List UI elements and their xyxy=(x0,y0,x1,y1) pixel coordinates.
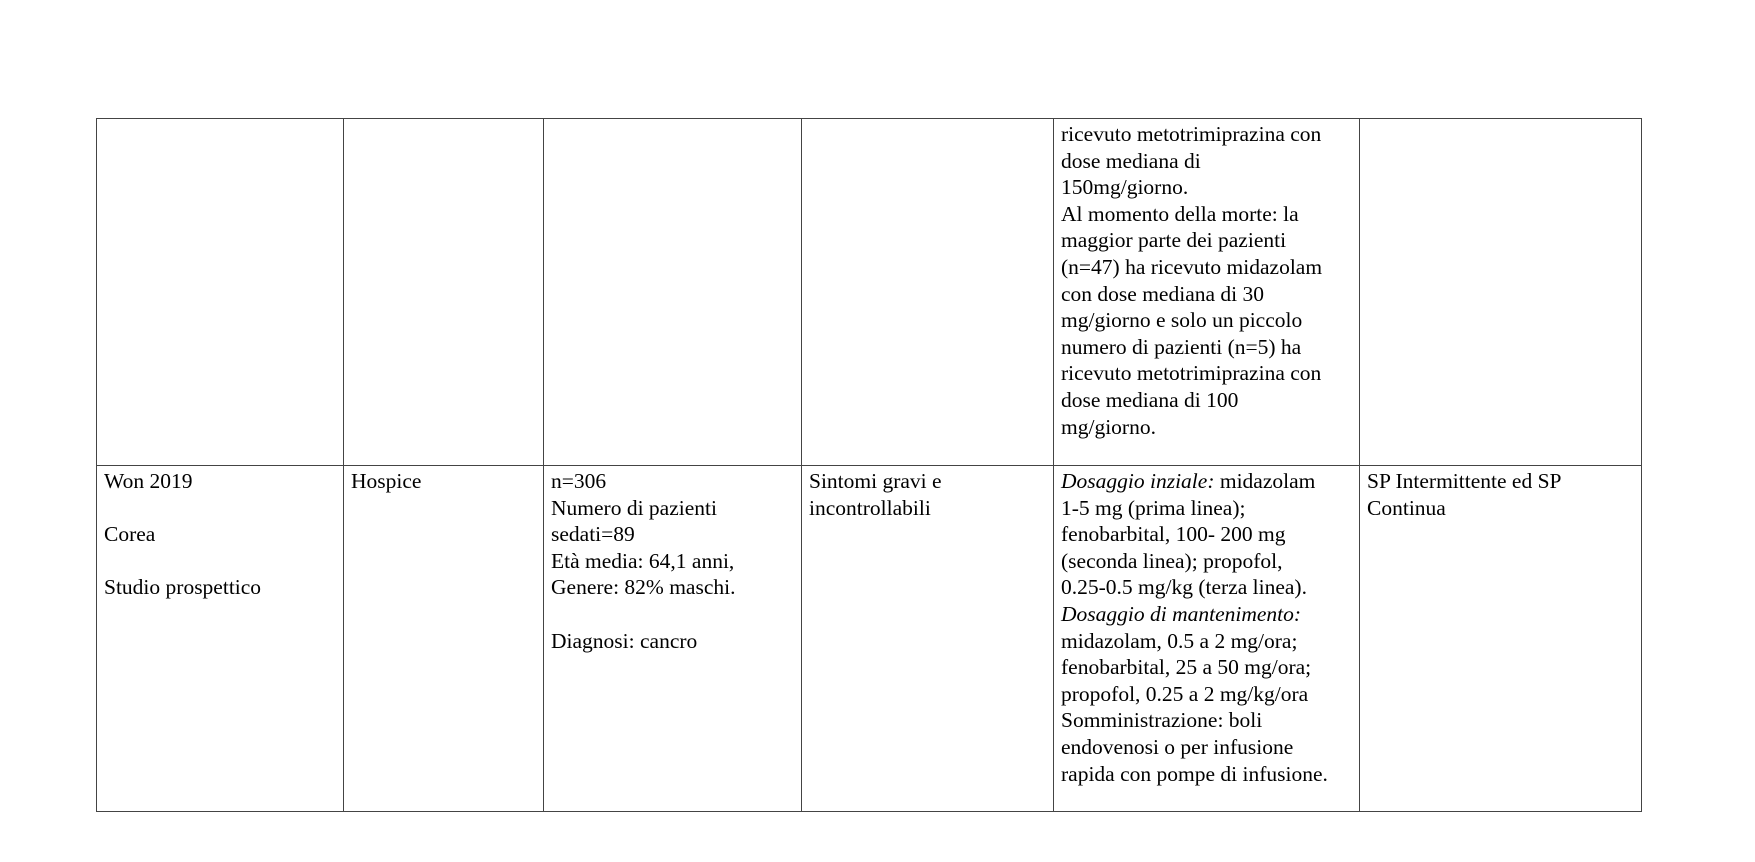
dosage-maintenance-line: Somministrazione: boli xyxy=(1061,708,1263,733)
dosage-continued-line: Al momento della morte: la xyxy=(1061,201,1299,226)
cell-dosage xyxy=(1054,466,1360,812)
study-design: Studio prospettico xyxy=(104,575,262,600)
cell-population xyxy=(544,466,802,812)
cell-dosage-continuation xyxy=(1054,119,1360,466)
dosage-initial-line: 1-5 mg (prima linea); xyxy=(1061,495,1246,520)
study-country: Corea xyxy=(104,522,156,547)
indication-line: Sintomi gravi e xyxy=(809,469,942,493)
dosage-continued-line: 150mg/giorno. xyxy=(1061,175,1189,200)
dosage-continued-line: con dose mediana di 30 xyxy=(1061,281,1265,306)
cell-population-empty xyxy=(544,119,802,466)
sedation-type-line: Continua xyxy=(1367,495,1446,520)
dosage-maintenance-line: propofol, 0.25 a 2 mg/kg/ora xyxy=(1061,681,1309,706)
dosage-initial-label: Dosaggio inziale: xyxy=(1061,469,1215,493)
dosage-continued-line: mg/giorno. xyxy=(1061,414,1156,439)
dosage-initial-line xyxy=(1061,468,1352,495)
cell-setting xyxy=(344,466,544,812)
dosage-initial-text: midazolam xyxy=(1214,469,1316,493)
indication-line: incontrollabili xyxy=(809,495,931,520)
dosage-continued-line: dose mediana di xyxy=(1061,148,1201,173)
cell-setting-empty xyxy=(344,119,544,466)
table-row-continuation xyxy=(97,119,1642,466)
dosage-initial-line: (seconda linea); propofol, xyxy=(1061,548,1283,573)
population-line: sedati=89 xyxy=(551,522,635,547)
dosage-continued-line: numero di pazienti (n=5) ha xyxy=(1061,334,1302,359)
study-table xyxy=(96,118,1642,812)
population-line: n=306 xyxy=(551,469,607,493)
cell-sedation-type-empty xyxy=(1360,119,1642,466)
dosage-continued-line: dose mediana di 100 xyxy=(1061,387,1239,412)
dosage-maintenance-line: endovenosi o per infusione xyxy=(1061,734,1294,759)
cell-study xyxy=(97,466,344,812)
population-line: Età media: 64,1 anni, xyxy=(551,548,735,573)
cell-indication-empty xyxy=(802,119,1054,466)
dosage-continued-line: mg/giorno e solo un piccolo xyxy=(1061,308,1303,333)
dosage-continued-line: maggior parte dei pazienti xyxy=(1061,228,1287,253)
dosage-maintenance-line: rapida con pompe di infusione. xyxy=(1061,761,1328,786)
cell-study-empty xyxy=(97,119,344,466)
dosage-continued-line: (n=47) ha ricevuto midazolam xyxy=(1061,254,1323,279)
cell-indication xyxy=(802,466,1054,812)
dosage-maintenance-line: midazolam, 0.5 a 2 mg/ora; xyxy=(1061,628,1298,653)
dosage-maintenance-line: fenobarbital, 25 a 50 mg/ora; xyxy=(1061,655,1312,680)
dosage-continued-line: ricevuto metotrimiprazina con xyxy=(1061,122,1322,146)
population-line: Genere: 82% maschi. xyxy=(551,575,736,600)
population-diagnosis: Diagnosi: cancro xyxy=(551,628,698,653)
setting-text: Hospice xyxy=(351,469,422,493)
table-row-won-2019 xyxy=(97,466,1642,812)
sedation-type-line: SP Intermittente ed SP xyxy=(1367,469,1562,493)
cell-sedation-type xyxy=(1360,466,1642,812)
study-author-year: Won 2019 xyxy=(104,469,193,493)
population-line: Numero di pazienti xyxy=(551,495,717,520)
dosage-maintenance-label: Dosaggio di mantenimento: xyxy=(1061,601,1302,626)
dosage-initial-line: 0.25-0.5 mg/kg (terza linea). xyxy=(1061,575,1307,600)
dosage-initial-line: fenobarbital, 100- 200 mg xyxy=(1061,522,1286,547)
dosage-continued-line: ricevuto metotrimiprazina con xyxy=(1061,361,1322,386)
